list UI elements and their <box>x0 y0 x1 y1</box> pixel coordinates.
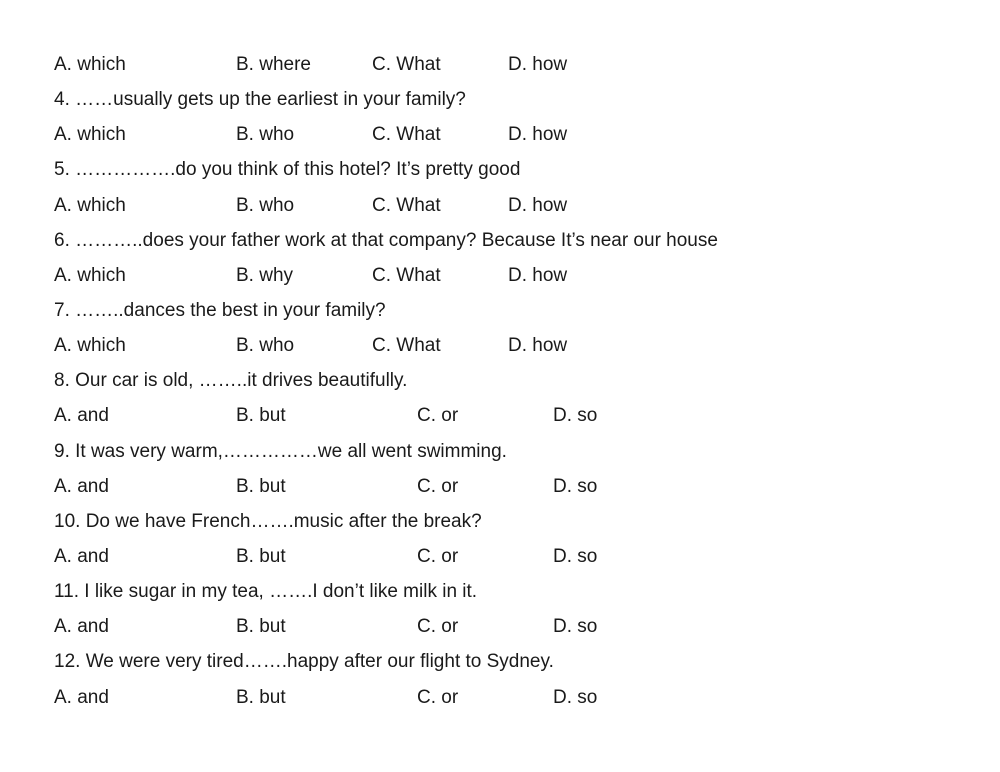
option-d: D. how <box>508 265 568 286</box>
option-a: A. which <box>54 124 126 145</box>
option-b: B. but <box>236 687 286 708</box>
option-a: A. and <box>54 616 109 637</box>
option-c: C. or <box>417 546 459 567</box>
option-b: B. who <box>236 195 295 216</box>
option-a: A. and <box>54 546 109 567</box>
question-11: 11. I like sugar in my tea, …….I don’t like milk in it. <box>54 581 478 602</box>
option-c: C. or <box>417 616 459 637</box>
option-a: A. which <box>54 265 126 286</box>
option-b: B. why <box>236 265 294 286</box>
option-a: A. which <box>54 195 126 216</box>
option-d: D. so <box>553 546 598 567</box>
option-d: D. how <box>508 195 568 216</box>
question-10: 10. Do we have French…….music after the break? <box>54 511 482 532</box>
option-c: C. What <box>372 265 441 286</box>
option-d: D. how <box>508 335 568 356</box>
option-b: B. but <box>236 616 286 637</box>
option-d: D. so <box>553 687 598 708</box>
option-c: C. What <box>372 124 441 145</box>
option-d: D. so <box>553 616 598 637</box>
question-12: 12. We were very tired…….happy after our flight to Sydney. <box>54 651 554 672</box>
option-b: B. who <box>236 124 295 145</box>
option-a: A. and <box>54 687 109 708</box>
option-c: C. What <box>372 335 441 356</box>
option-a: A. and <box>54 405 109 426</box>
option-b: B. but <box>236 546 286 567</box>
option-b: B. where <box>236 54 311 75</box>
question-6: 6. ………..does your father work at that company? Because It’s near our house <box>54 230 718 251</box>
option-d: D. how <box>508 54 568 75</box>
option-a: A. which <box>54 335 126 356</box>
option-b: B. but <box>236 476 286 497</box>
option-c: C. or <box>417 476 459 497</box>
option-d: D. so <box>553 476 598 497</box>
option-d: D. so <box>553 405 598 426</box>
option-c: C. or <box>417 687 459 708</box>
option-b: B. who <box>236 335 295 356</box>
question-9: 9. It was very warm,……………we all went swimming. <box>54 441 507 462</box>
question-8: 8. Our car is old, ……..it drives beautifully. <box>54 370 408 391</box>
option-a: A. and <box>54 476 109 497</box>
option-a: A. which <box>54 54 126 75</box>
option-c: C. or <box>417 405 459 426</box>
option-d: D. how <box>508 124 568 145</box>
question-4: 4. ……usually gets up the earliest in your family? <box>54 89 466 110</box>
option-c: C. What <box>372 54 441 75</box>
option-c: C. What <box>372 195 441 216</box>
question-5: 5. …………….do you think of this hotel? It’s pretty good <box>54 159 521 180</box>
question-7: 7. ……..dances the best in your family? <box>54 300 386 321</box>
option-b: B. but <box>236 405 286 426</box>
